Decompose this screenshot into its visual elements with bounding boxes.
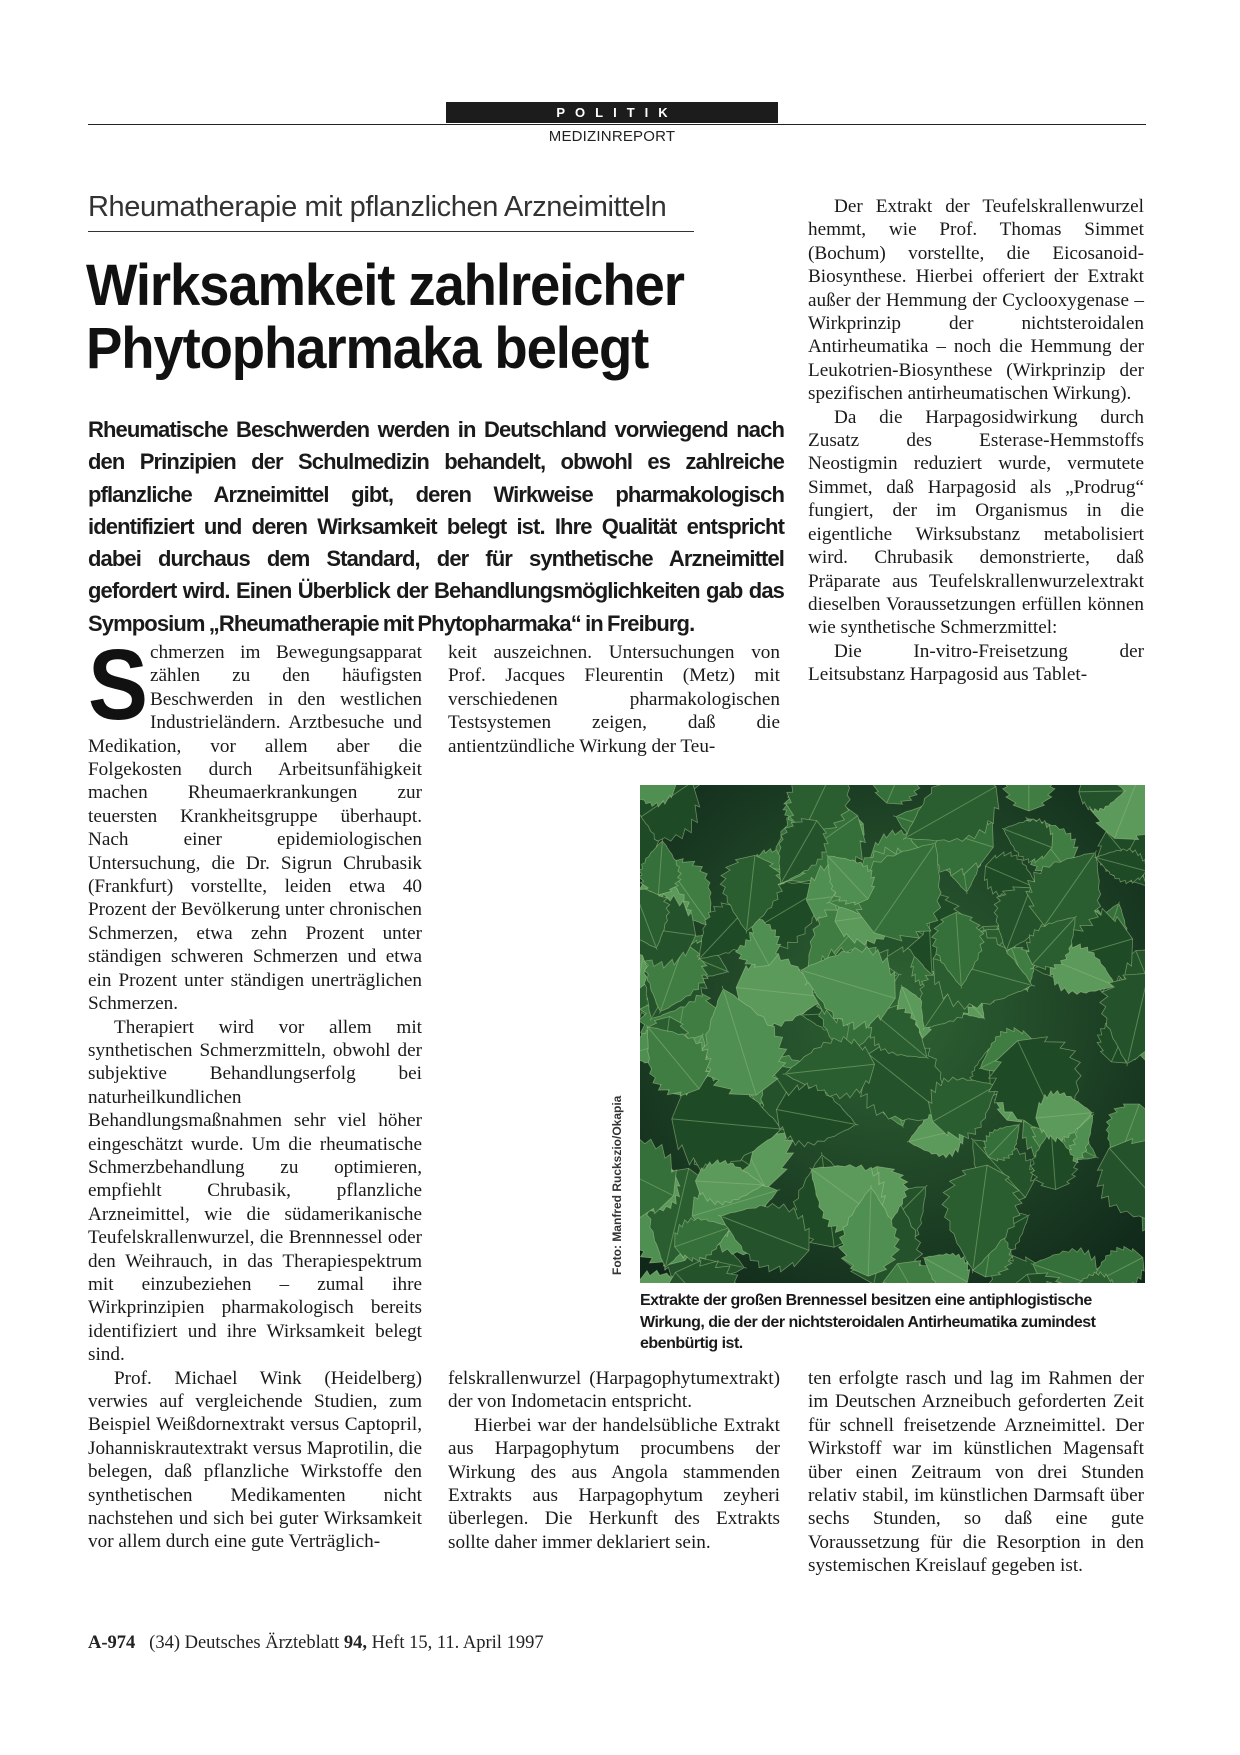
body-column-1 (88, 629, 422, 1553)
paragraph: Da die Harpagosidwirkung durch Zusatz des Esterase-Hemmstoffs Neostigmin reduziert wurde, vermutete Simmet, daß Harpagosid als „Prodrug“ fungiert, der im Organismus in die eigentliche Wirksubstanz metabolisiert wird. Chrubasik demonstrierte, daß Präparate aus Teufelskrallenwurzelextrakt dieselben Voraussetzungen erfüllen können wie synthetische Schmerzmittel: (808, 406, 1144, 639)
subsection-label: MEDIZINREPORT (548, 128, 676, 145)
paragraph: Prof. Michael Wink (Heidelberg) verwies auf vergleichende Studien, zum Beispiel Weißdornextrakt versus Captopril, Johanniskrautextrakt versus Maprotilin, die belegen, daß pflanzliche Wirkstoffe den synthetischen Medikamenten nicht nachstehen und sich bei guter Wirksamkeit vor allem durch eine gute Verträglich- (88, 1367, 422, 1553)
drop-cap: S (88, 629, 149, 741)
body-column-2-bottom (448, 1367, 780, 1554)
photo-caption: Extrakte der großen Brennessel besitzen eine antiphlogistische Wirkung, die der der nichtsteroidalen Antirheumatika zumindest ebenbürtig ist. (640, 1292, 1096, 1352)
article-kicker: Rheumatherapie mit pflanzlichen Arzneimitteln (88, 191, 667, 223)
article-lead: Rheumatische Beschwerden werden in Deutschland vorwiegend nach den Prinzipien der Schulmedizin behandelt, obwohl es zahlreiche pflanzliche Arzneimittel gibt, deren Wirkweise pharmakologisch identifiziert und deren Wirksamkeit belegt ist. Ihre Qualität entspricht dabei durchaus dem Standard, der für synthetische Arzneimittel gefordert wird. Einen Überblick der Behandlungsmöglichkeiten gab das Symposium „Rheumatherapie mit Phytopharmaka“ in Freiburg. (88, 417, 784, 636)
body-column-3-bottom (808, 1367, 1144, 1578)
paragraph: Therapiert wird vor allem mit synthetischen Schmerzmitteln, obwohl der subjektive Behandlungserfolg bei naturheilkundlichen Behandlungsmaßnahmen sehr viel höher eingeschätzt wurde. Um die rheumatische Schmerzbehandlung zu optimieren, empfiehlt Chrubasik, pflanzliche Arzneimittel, wie die südamerikanische Teufelskrallenwurzel, die Brennnessel oder den Weihrauch, in das Therapiespektrum mit einzubeziehen – zumal ihre Wirkprinzipien pharmakologisch bereits identifiziert und ihre Wirksamkeit belegt sind. (88, 1016, 422, 1366)
paragraph: felskrallenwurzel (Harpagophytumextrakt) der von Indometacin entspricht. (448, 1368, 780, 1413)
headline-line-1: Wirksamkeit zahlreicher (86, 253, 684, 318)
page-footer (88, 1633, 544, 1654)
paragraph: keit auszeichnen. Untersuchungen von Prof. Jacques Fleurentin (Metz) mit verschiedenen pharmakologischen Testsystemen zeigen, daß die antientzündliche Wirkung der Teu- (448, 642, 780, 757)
footer-issue: Heft 15, 11. April 1997 (366, 1633, 544, 1653)
paragraph (88, 629, 422, 1016)
headline-line-2: Phytopharmaka belegt (86, 316, 649, 381)
page-number: A-974 (88, 1633, 136, 1653)
body-column-3-top (808, 195, 1144, 687)
paragraph-text: chmerzen im Bewegungsapparat zählen zu den häufigsten Beschwerden in den westlichen Industrieländern. Arztbesuche und Medikation, vor allem aber die Folgekosten durch Arbeitsunfähigkeit machen Rheumaerkrankungen zur teuersten Krankheitsgruppe überhaupt. Nach einer epidemiologischen Untersuchung, die Dr. Sigrun Chrubasik (Frankfurt) vorstellte, leiden etwa 40 Prozent der Bevölkerung unter chronischen Schmerzen, etwa zehn Prozent unter ständigen schweren Schmerzen und etwa ein Prozent unter ständigen unerträglichen Schmerzen. (88, 642, 422, 1015)
nettle-plant-photo-icon (640, 785, 1145, 1283)
paragraph: Hierbei war der handelsübliche Extrakt aus Harpagophytum procumbens der Wirkung des aus Angola stammenden Extrakts aus Harpagophytum zeyheri überlegen. Die Herkunft des Extrakts sollte daher immer deklariert sein. (448, 1414, 780, 1553)
nettle-photo (640, 785, 1145, 1283)
paragraph: ten erfolgte rasch und lag im Rahmen der im Deutschen Arzneibuch geforderten Zeit für schnell freisetzende Arzneimittel. Der Wirkstoff war im künstlichen Magensaft über einen Zeitraum von drei Stunden relativ stabil, im künstlichen Darmsaft über sechs Stunden, so daß eine gute Voraussetzung für die Resorption in den systemischen Kreislauf gegeben ist. (808, 1368, 1144, 1577)
paragraph: Der Extrakt der Teufelskrallenwurzel hemmt, wie Prof. Thomas Simmet (Bochum) vorstellte, die Eicosanoid-Biosynthese. Hierbei offeriert der Extrakt außer der Hemmung der Cyclooxygenase – Wirkprinzip der nichtsteroidalen Antirheumatika – noch die Hemmung der Leukotrien-Biosynthese (Wirkprinzip der spezifischen antirheumatischen Wirkung). (808, 196, 1144, 405)
paragraph: Die In-vitro-Freisetzung der Leitsubstanz Harpagosid aus Tablet- (808, 640, 1144, 686)
footer-volume: 94, (343, 1633, 367, 1653)
article-headline (86, 254, 706, 380)
header-rule (88, 124, 1146, 125)
body-column-2-top (448, 641, 780, 758)
photo-credit: Foto: Manfred Ruckszio/Okapia (610, 1095, 624, 1275)
footer-journal: (34) Deutsches Ärzteblatt (149, 1633, 344, 1653)
section-label: POLITIK (446, 102, 778, 123)
kicker-rule (88, 231, 694, 232)
